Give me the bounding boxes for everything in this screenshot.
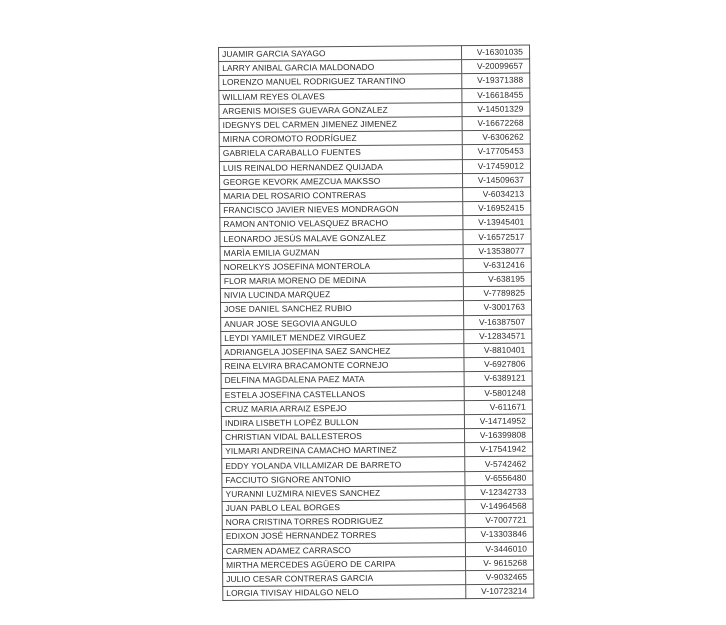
full-name-cell: JUAN PABLO LEAL BORGES [222, 500, 465, 516]
table-body [219, 45, 534, 601]
full-name-cell: ADRIANGELA JOSEFINA SAEZ SANCHEZ [221, 344, 464, 360]
id-number-cell: V- 9615268 [466, 556, 534, 571]
id-number-cell: V-638195 [463, 272, 531, 287]
full-name-cell: FLOR MARIA MORENO DE MEDINA [220, 273, 463, 289]
id-number-cell: V-13945401 [463, 215, 531, 230]
full-name-cell: LEYDI YAMILET MENDEZ VIRGUEZ [221, 329, 464, 345]
id-number-cell: V-6927806 [464, 357, 532, 372]
full-name-cell: IDEGNYS DEL CARMEN JIMENEZ JIMENEZ [219, 117, 462, 133]
id-number-cell: V-14501329 [462, 102, 530, 117]
full-name-cell: EDDY YOLANDA VILLAMIZAR DE BARRETO [222, 457, 465, 473]
full-name-cell: JULIO CESAR CONTRERAS GARCIA [223, 571, 466, 587]
full-name-cell: MIRNA COROMOTO RODRÍGUEZ [219, 131, 462, 147]
full-name-cell: LUIS REINALDO HERNANDEZ QUIJADA [219, 159, 462, 175]
id-number-cell: V-6389121 [464, 371, 532, 386]
id-number-cell: V-16618455 [462, 88, 530, 103]
full-name-cell: REINA ELVIRA BRACAMONTE CORNEJO [221, 358, 464, 374]
full-name-cell: LORGIA TIVISAY HIDALGO NELO [223, 585, 466, 601]
full-name-cell: NORELKYS JOSEFINA MONTEROLA [220, 258, 463, 274]
id-number-cell: V-19371388 [462, 73, 530, 88]
full-name-cell: INDIRA LISBETH LOPÉZ BULLON [221, 414, 464, 430]
id-number-cell: V-20099657 [462, 59, 530, 74]
id-number-cell: V-14964568 [465, 499, 533, 514]
full-name-cell: NIVIA LUCINDA MARQUEZ [220, 287, 463, 303]
id-number-cell: V-3446010 [465, 542, 533, 557]
id-number-cell: V-611671 [464, 400, 532, 415]
personnel-id-table [218, 45, 534, 602]
id-number-cell: V-6306262 [462, 130, 530, 145]
id-number-cell: V-7007721 [465, 513, 533, 528]
full-name-cell: MIRTHA MERCEDES AGÜERO DE CARIPA [223, 556, 466, 572]
full-name-cell: ANUAR JOSE SEGOVIA ANGULO [221, 315, 464, 331]
scanned-page [218, 45, 533, 602]
full-name-cell: ARGENIS MOISES GUEVARA GONZALEZ [219, 102, 462, 118]
id-number-cell: V-16572517 [463, 229, 531, 244]
full-name-cell: GEORGE KEVORK AMEZCUA MAKSSO [220, 173, 463, 189]
id-number-cell: V-3001763 [464, 300, 532, 315]
id-number-cell: V-17705453 [462, 144, 530, 159]
id-number-cell: V-16672268 [462, 116, 530, 131]
full-name-cell: CHRISTIAN VIDAL BALLESTEROS [222, 429, 465, 445]
full-name-cell: JUAMIR GARCIA SAYAGO [219, 46, 462, 62]
id-number-cell: V-16387507 [464, 315, 532, 330]
full-name-cell: YURANNI LUZMIRA NIEVES SANCHEZ [222, 485, 465, 501]
full-name-cell: LORENZO MANUEL RODRIGUEZ TARANTINO [219, 74, 462, 90]
full-name-cell: JOSE DANIEL SANCHEZ RUBIO [221, 301, 464, 317]
id-number-cell: V-6556480 [465, 471, 533, 486]
id-number-cell: V-12342733 [465, 485, 533, 500]
id-number-cell: V-10723214 [466, 584, 534, 599]
full-name-cell: LEONARDO JESÚS MALAVE GONZALEZ [220, 230, 463, 246]
full-name-cell: YILMARI ANDREINA CAMACHO MARTINEZ [222, 443, 465, 459]
full-name-cell: RAMON ANTONIO VELASQUEZ BRACHO [220, 216, 463, 232]
id-number-cell: V-5801248 [464, 386, 532, 401]
id-number-cell: V-8810401 [464, 343, 532, 358]
id-number-cell: V-12834571 [464, 329, 532, 344]
table-row [223, 584, 534, 601]
full-name-cell: FACCIUTO SIGNORE ANTONIO [222, 471, 465, 487]
full-name-cell: MARÌA EMILIA GUZMAN [220, 244, 463, 260]
id-number-cell: V-17541942 [465, 442, 533, 457]
full-name-cell: CARMEN ADAMEZ CARRASCO [222, 542, 465, 558]
id-number-cell: V-7789825 [463, 286, 531, 301]
full-name-cell: ESTELA JOSEFINA CASTELLANOS [221, 386, 464, 402]
id-number-cell: V-6312416 [463, 258, 531, 273]
full-name-cell: WILLIAM REYES OLAVES [219, 88, 462, 104]
full-name-cell: DELFINA MAGDALENA PAEZ MATA [221, 372, 464, 388]
id-number-cell: V-16952415 [463, 201, 531, 216]
id-number-cell: V-14509637 [462, 173, 530, 188]
id-number-cell: V-16301035 [461, 45, 529, 60]
full-name-cell: MARIA DEL ROSARIO CONTRERAS [220, 187, 463, 203]
full-name-cell: LARRY ANIBAL GARCIA MALDONADO [219, 60, 462, 76]
full-name-cell: CRUZ MARIA ARRAIZ ESPEJO [221, 400, 464, 416]
id-number-cell: V-6034213 [463, 187, 531, 202]
full-name-cell: EDIXON JOSÉ HERNANDEZ TORRES [222, 528, 465, 544]
id-number-cell: V-9032465 [466, 570, 534, 585]
id-number-cell: V-13303846 [465, 527, 533, 542]
id-number-cell: V-14714952 [464, 414, 532, 429]
full-name-cell: FRANCISCO JAVIER NIEVES MONDRAGON [220, 202, 463, 218]
full-name-cell: NORA CRISTINA TORRES RODRIGUEZ [222, 514, 465, 530]
id-number-cell: V-17459012 [462, 159, 530, 174]
id-number-cell: V-16399808 [465, 428, 533, 443]
id-number-cell: V-13538077 [463, 244, 531, 259]
id-number-cell: V-5742462 [465, 456, 533, 471]
full-name-cell: GABRIELA CARABALLO FUENTES [219, 145, 462, 161]
